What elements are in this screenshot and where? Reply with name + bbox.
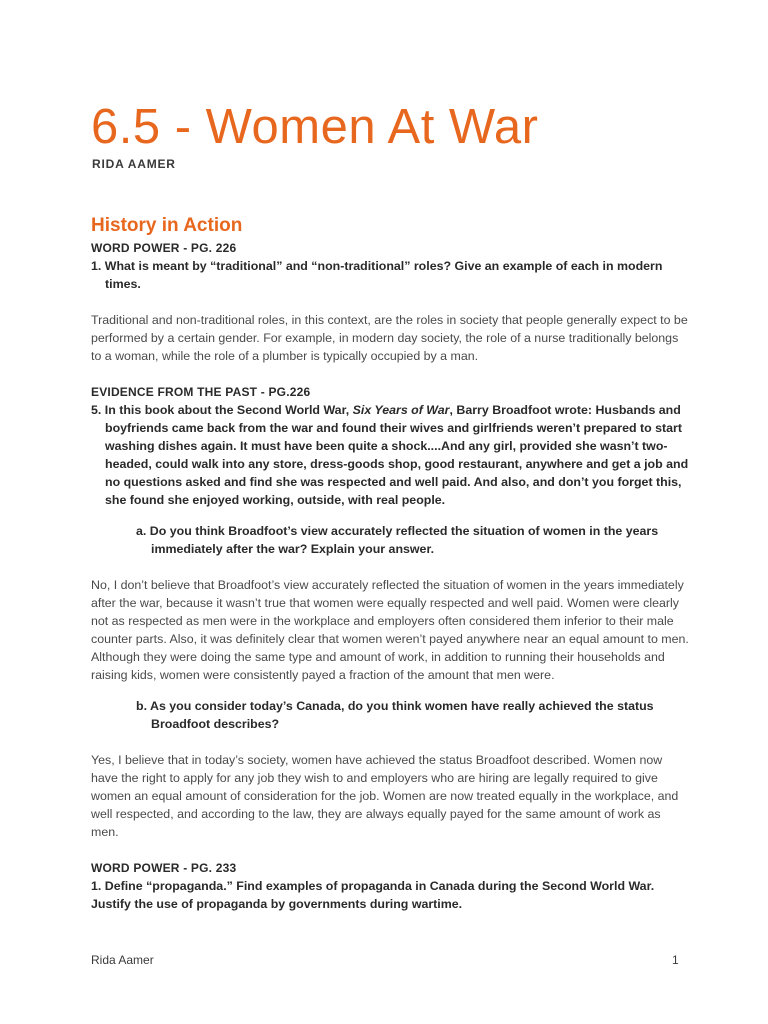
evidence-question-quote: , Barry Broadfoot wrote: Husbands and boyfriends came back from the war and found their wives and girlfriends weren’t prepared to start washing dishes again. It must have been quite a shock....And any girl, provided she wasn’t two-headed, could walk into any store, dress-goods shop, good restaurant, anywhere and get a job and no questions asked and find she was respected and well paid. And also, and don’t you forget this, she found she enjoyed working, outside, with real people.	[105, 403, 689, 507]
evidence-answer-b: Yes, I believe that in today’s society, women have achieved the status Broadfoot described. Women now have the right to apply for any job they wish to and employers who are hiring are legally required to give women an equal amount of consideration for the job. Women are now treated equally in the workplace, and well respected, and according to the law, they are always equally payed for the same amount of work as men.	[91, 753, 679, 839]
evidence-book-title: Six Years of War	[352, 403, 450, 417]
word-power-heading-2: WORD POWER - PG. 233	[91, 861, 237, 875]
evidence-heading: EVIDENCE FROM THE PAST - PG.226	[91, 385, 311, 399]
page-title: 6.5 - Women At War	[91, 100, 539, 154]
word-power-heading-1: WORD POWER - PG. 226	[91, 241, 237, 255]
word-power-answer-1: Traditional and non-traditional roles, in this context, are the roles in society that people generally expect to be performed by a certain gender. For example, in modern day society, the role of a nurse traditionally belongs to a woman, while the role of a plumber is typically occupied by a man.	[91, 313, 688, 363]
evidence-answer-a: No, I don’t believe that Broadfoot’s view accurately reflected the situation of women in the years immediately after the war, because it wasn’t true that women were equally respected and well paid. Women were clearly not as respected as men were in the workplace and employers often considered them inferior to their male counter parts. Also, it was definitely clear that women weren’t payed anywhere near an equal amount to men. Although they were doing the same type and amount of work, in addition to running their households and raising kids, women were consistently payed a fraction of the amount that men were.	[91, 578, 689, 682]
author-name: RIDA AAMER	[92, 157, 176, 171]
section-title: History in Action	[91, 215, 243, 236]
evidence-question	[91, 401, 691, 509]
word-power-question-2: 1. Define “propaganda.” Find examples of propaganda in Canada during the Second World War. Justify the use of propaganda by governments during wartime.	[91, 879, 655, 911]
document-body	[91, 213, 691, 913]
evidence-question-intro: 5. In this book about the Second World War,	[91, 403, 353, 417]
footer-page-number: 1	[672, 953, 679, 967]
evidence-subquestion-a: a. Do you think Broadfoot’s view accurately reflected the situation of women in the years immediately after the war? Explain your answer.	[136, 524, 659, 556]
evidence-subquestion-b: b. As you consider today’s Canada, do you think women have really achieved the status Broadfoot describes?	[136, 699, 654, 731]
footer-author: Rida Aamer	[91, 953, 154, 967]
word-power-question-1: 1. What is meant by “traditional” and “non-traditional” roles? Give an example of each in modern times.	[91, 259, 663, 291]
